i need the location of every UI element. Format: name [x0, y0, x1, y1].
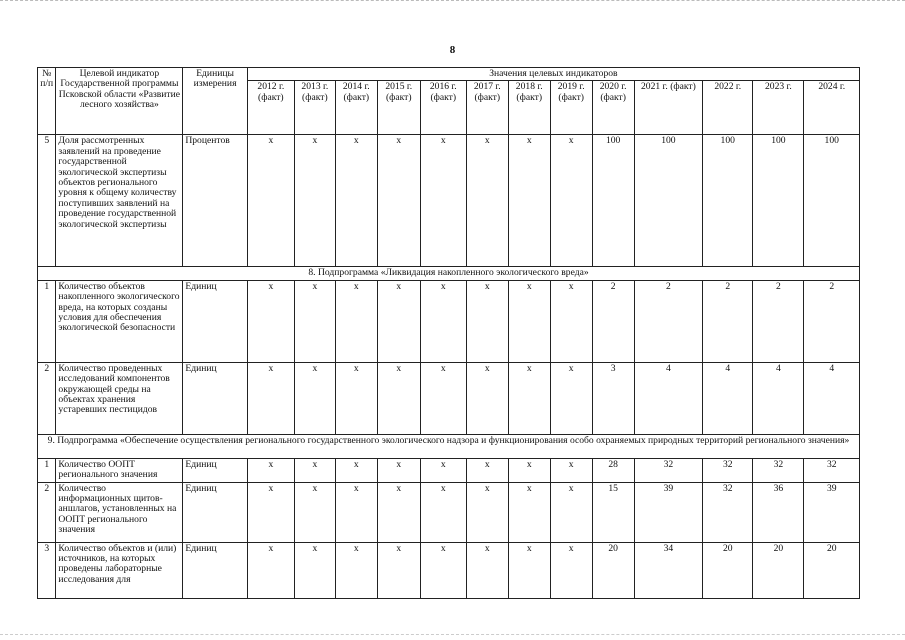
value-cell: 2 [804, 280, 860, 362]
row-number: 1 [38, 458, 56, 482]
value-cell: х [466, 482, 508, 542]
value-cell: х [420, 280, 466, 362]
row-number: 2 [38, 362, 56, 434]
scan-edge-top [0, 0, 905, 3]
indicators-body [38, 135, 860, 598]
value-cell: х [335, 362, 377, 434]
value-cell: х [294, 362, 335, 434]
value-cell: х [420, 482, 466, 542]
value-cell: 32 [804, 458, 860, 482]
value-cell: х [247, 362, 294, 434]
value-cell: х [294, 482, 335, 542]
value-cell: 100 [804, 135, 860, 267]
col-num-header: № п/п [38, 68, 56, 135]
value-cell: 20 [753, 542, 804, 598]
value-cell: х [247, 482, 294, 542]
unit-cell: Процентов [183, 135, 247, 267]
value-cell: 15 [592, 482, 634, 542]
indicator-name: Количество объектов и (или) источников, на которых проведены лабораторные исследования для [56, 542, 183, 598]
value-cell: х [550, 542, 592, 598]
year-header: 2012 г. (факт) [247, 81, 294, 135]
value-cell: х [466, 542, 508, 598]
unit-cell: Единиц [183, 280, 247, 362]
year-header: 2017 г. (факт) [466, 81, 508, 135]
value-cell: х [335, 280, 377, 362]
year-header: 2022 г. [703, 81, 753, 135]
value-cell: х [377, 542, 420, 598]
value-cell: х [335, 482, 377, 542]
value-cell: х [377, 362, 420, 434]
unit-cell: Единиц [183, 482, 247, 542]
section-title: 9. Подпрограмма «Обеспечение осуществления регионального государственного экологического надзора и функционирования особо охраняемых природных территорий регионального значения» [38, 434, 860, 458]
value-cell: 100 [592, 135, 634, 267]
value-cell: 32 [634, 458, 703, 482]
value-cell: х [420, 362, 466, 434]
value-cell: 2 [634, 280, 703, 362]
col-values-header: Значения целевых индикаторов [247, 68, 859, 81]
value-cell: х [508, 482, 550, 542]
row-number: 1 [38, 280, 56, 362]
value-cell: 4 [703, 362, 753, 434]
table-row [38, 280, 860, 362]
indicator-name: Доля рассмотренных заявлений на проведение государственной экологической экспертизы объектов регионального уровня к общему количеству поступивших заявлений на проведение государственной экологической экспертизы [56, 135, 183, 267]
col-indicator-header: Целевой индикатор Государственной программы Псковской области «Развитие лесного хозяйства» [56, 68, 183, 135]
row-number: 5 [38, 135, 56, 267]
value-cell: х [377, 458, 420, 482]
year-header: 2020 г. (факт) [592, 81, 634, 135]
value-cell: 32 [703, 482, 753, 542]
section-title: 8. Подпрограмма «Ликвидация накопленного экологического вреда» [38, 267, 860, 280]
value-cell: х [550, 362, 592, 434]
table-row [38, 135, 860, 267]
value-cell: х [335, 542, 377, 598]
value-cell: х [466, 135, 508, 267]
value-cell: х [247, 280, 294, 362]
table-row [38, 458, 860, 482]
value-cell: х [420, 135, 466, 267]
value-cell: 2 [592, 280, 634, 362]
year-header: 2016 г. (факт) [420, 81, 466, 135]
year-header: 2021 г. (факт) [634, 81, 703, 135]
indicator-name: Количество ООПТ регионального значения [56, 458, 183, 482]
value-cell: х [377, 280, 420, 362]
value-cell: 4 [634, 362, 703, 434]
value-cell: 20 [804, 542, 860, 598]
value-cell: 20 [703, 542, 753, 598]
value-cell: 36 [753, 482, 804, 542]
table-row [38, 482, 860, 542]
value-cell: 4 [753, 362, 804, 434]
value-cell: х [466, 362, 508, 434]
table-row [38, 542, 860, 598]
value-cell: х [466, 458, 508, 482]
row-number: 2 [38, 482, 56, 542]
col-unit-header: Единицы измерения [183, 68, 247, 135]
value-cell: 100 [703, 135, 753, 267]
value-cell: х [294, 135, 335, 267]
year-header: 2019 г. (факт) [550, 81, 592, 135]
value-cell: х [508, 280, 550, 362]
year-header: 2014 г. (факт) [335, 81, 377, 135]
value-cell: 32 [753, 458, 804, 482]
section-row [38, 434, 860, 458]
scan-edge-bottom [0, 634, 905, 637]
value-cell: х [550, 482, 592, 542]
value-cell: х [335, 135, 377, 267]
value-cell: х [377, 482, 420, 542]
value-cell: 39 [804, 482, 860, 542]
value-cell: х [508, 362, 550, 434]
unit-cell: Единиц [183, 362, 247, 434]
value-cell: 34 [634, 542, 703, 598]
value-cell: х [294, 280, 335, 362]
page-number: 8 [449, 44, 456, 56]
unit-cell: Единиц [183, 458, 247, 482]
table-row [38, 362, 860, 434]
unit-cell: Единиц [183, 542, 247, 598]
indicator-name: Количество объектов накопленного экологического вреда, на которых созданы условия для обеспечения экологической безопасности [56, 280, 183, 362]
value-cell: х [247, 458, 294, 482]
value-cell: х [466, 280, 508, 362]
year-header: 2018 г. (факт) [508, 81, 550, 135]
value-cell: 100 [634, 135, 703, 267]
row-number: 3 [38, 542, 56, 598]
value-cell: х [247, 135, 294, 267]
value-cell: х [247, 542, 294, 598]
year-header: 2024 г. [804, 81, 860, 135]
value-cell: х [420, 542, 466, 598]
value-cell: х [294, 458, 335, 482]
value-cell: х [550, 280, 592, 362]
year-header: 2015 г. (факт) [377, 81, 420, 135]
value-cell: х [508, 458, 550, 482]
value-cell: х [377, 135, 420, 267]
value-cell: 4 [804, 362, 860, 434]
value-cell: 32 [703, 458, 753, 482]
value-cell: х [508, 542, 550, 598]
indicator-name: Количество проведенных исследований компонентов окружающей среды на объектах хранения устаревших пестицидов [56, 362, 183, 434]
value-cell: х [550, 135, 592, 267]
year-header: 2013 г. (факт) [294, 81, 335, 135]
value-cell: х [420, 458, 466, 482]
value-cell: 39 [634, 482, 703, 542]
value-cell: х [508, 135, 550, 267]
value-cell: 28 [592, 458, 634, 482]
value-cell: х [335, 458, 377, 482]
value-cell: х [294, 542, 335, 598]
value-cell: 20 [592, 542, 634, 598]
value-cell: х [550, 458, 592, 482]
year-header: 2023 г. [753, 81, 804, 135]
indicators-table [37, 67, 860, 599]
value-cell: 3 [592, 362, 634, 434]
header-row-1 [38, 68, 860, 81]
value-cell: 2 [703, 280, 753, 362]
section-row [38, 267, 860, 280]
value-cell: 2 [753, 280, 804, 362]
indicator-name: Количество информационных щитов-аншлагов, установленных на ООПТ регионального значения [56, 482, 183, 542]
value-cell: 100 [753, 135, 804, 267]
